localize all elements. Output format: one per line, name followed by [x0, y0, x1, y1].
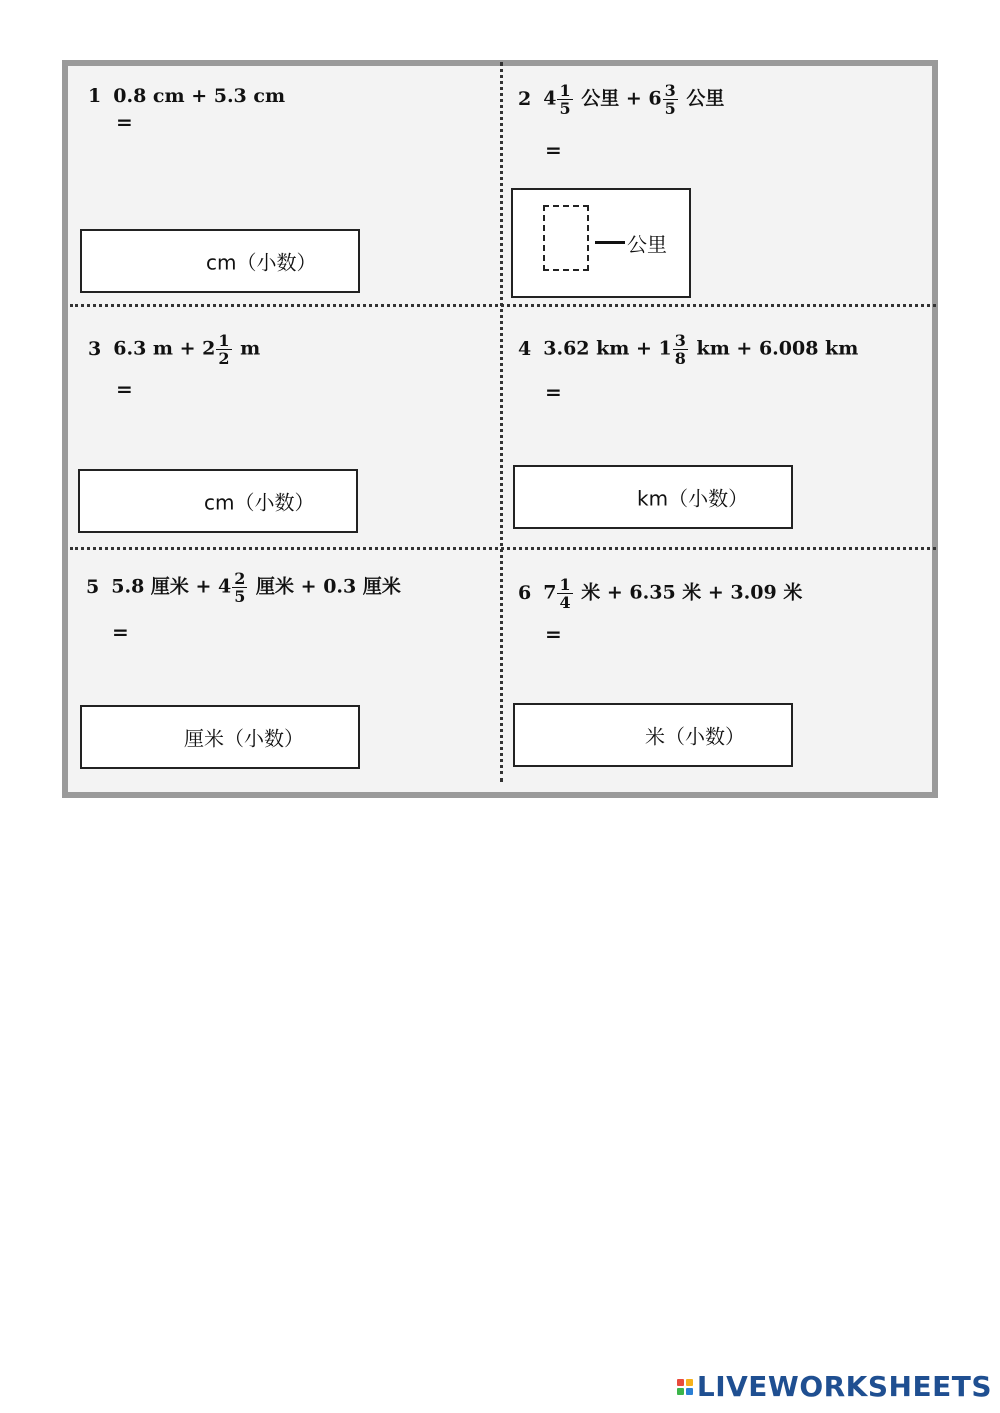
question-2	[518, 82, 724, 117]
numerator: 1	[559, 81, 571, 100]
equals-sign: =	[112, 620, 129, 644]
vertical-divider	[500, 62, 503, 782]
brand-name: LIVEWORKSHEETS	[696, 1370, 992, 1403]
answer-box-6	[513, 703, 793, 767]
answer-input-4[interactable]	[521, 475, 635, 521]
denominator: 5	[664, 99, 676, 118]
denominator: 5	[234, 587, 246, 606]
question-6	[518, 576, 802, 611]
question-number: 6	[518, 581, 532, 604]
answer-box-3	[78, 469, 358, 533]
expression-end: m	[240, 337, 261, 360]
fraction	[673, 332, 688, 367]
expression-start: 3.62 km + 1	[543, 337, 672, 360]
unit-label: km（小数）	[637, 486, 749, 511]
row-divider-1	[70, 304, 936, 307]
question-number: 2	[518, 87, 532, 110]
fraction	[216, 332, 231, 367]
answer-box-2	[511, 188, 691, 298]
unit-label: 公里	[627, 232, 667, 257]
answer-box-1	[80, 229, 360, 293]
expression-end: 米 + 6.35 米 + 3.09 米	[581, 581, 803, 604]
unit-label: 厘米（小数）	[184, 726, 304, 751]
denominator: 8	[674, 349, 686, 368]
logo-square	[677, 1379, 684, 1386]
question-3	[88, 332, 260, 367]
numerator: 3	[664, 81, 676, 100]
equals-sign: =	[116, 110, 133, 134]
expression-start: 5.8 厘米 + 4	[111, 575, 232, 598]
equals-sign: =	[545, 138, 562, 162]
question-4	[518, 332, 858, 367]
fraction	[557, 82, 572, 117]
mixed-number-dashed-box	[543, 205, 589, 271]
question-number: 3	[88, 337, 102, 360]
plus-sign: +	[625, 87, 642, 110]
question-expression: 0.8 cm + 5.3 cm	[113, 85, 286, 107]
numerator: 1	[559, 575, 571, 594]
unit-label: cm（小数）	[206, 250, 317, 275]
whole-part: 4	[543, 87, 557, 110]
brand-footer	[677, 1370, 992, 1403]
logo-square	[677, 1388, 684, 1395]
numerator: 3	[674, 331, 686, 350]
expression-start: 7	[543, 581, 557, 604]
answer-box-4	[513, 465, 793, 529]
question-5	[86, 570, 401, 605]
equals-sign: =	[545, 380, 562, 404]
fraction	[663, 82, 678, 117]
answer-input-6[interactable]	[521, 713, 645, 759]
row-divider-2	[70, 547, 936, 550]
unit-text: 公里	[686, 87, 725, 110]
answer-input-5[interactable]	[88, 715, 182, 761]
question-1	[88, 85, 285, 107]
unit-label: 米（小数）	[645, 724, 745, 749]
brand-logo-icon	[677, 1379, 693, 1395]
question-number: 5	[86, 575, 100, 598]
equals-sign: =	[545, 622, 562, 646]
unit-label: cm（小数）	[204, 490, 315, 515]
answer-input-3[interactable]	[86, 479, 200, 525]
fraction	[232, 570, 247, 605]
equals-sign: =	[116, 377, 133, 401]
expression-end: 厘米 + 0.3 厘米	[256, 575, 401, 598]
expression-start: 6.3 m + 2	[113, 337, 216, 360]
fraction-bar	[595, 241, 625, 244]
denominator: 2	[218, 349, 230, 368]
expression-end: km + 6.008 km	[696, 337, 859, 360]
denominator: 5	[559, 99, 571, 118]
answer-input-1[interactable]	[88, 239, 202, 285]
question-number: 4	[518, 337, 532, 360]
question-number: 1	[88, 85, 102, 107]
numerator: 2	[234, 569, 246, 588]
answer-box-5	[80, 705, 360, 769]
unit-text: 公里	[581, 87, 620, 110]
numerator: 1	[218, 331, 230, 350]
whole-part: 6	[648, 87, 662, 110]
logo-square	[686, 1388, 693, 1395]
fraction	[557, 576, 572, 611]
denominator: 4	[559, 593, 571, 612]
logo-square	[686, 1379, 693, 1386]
